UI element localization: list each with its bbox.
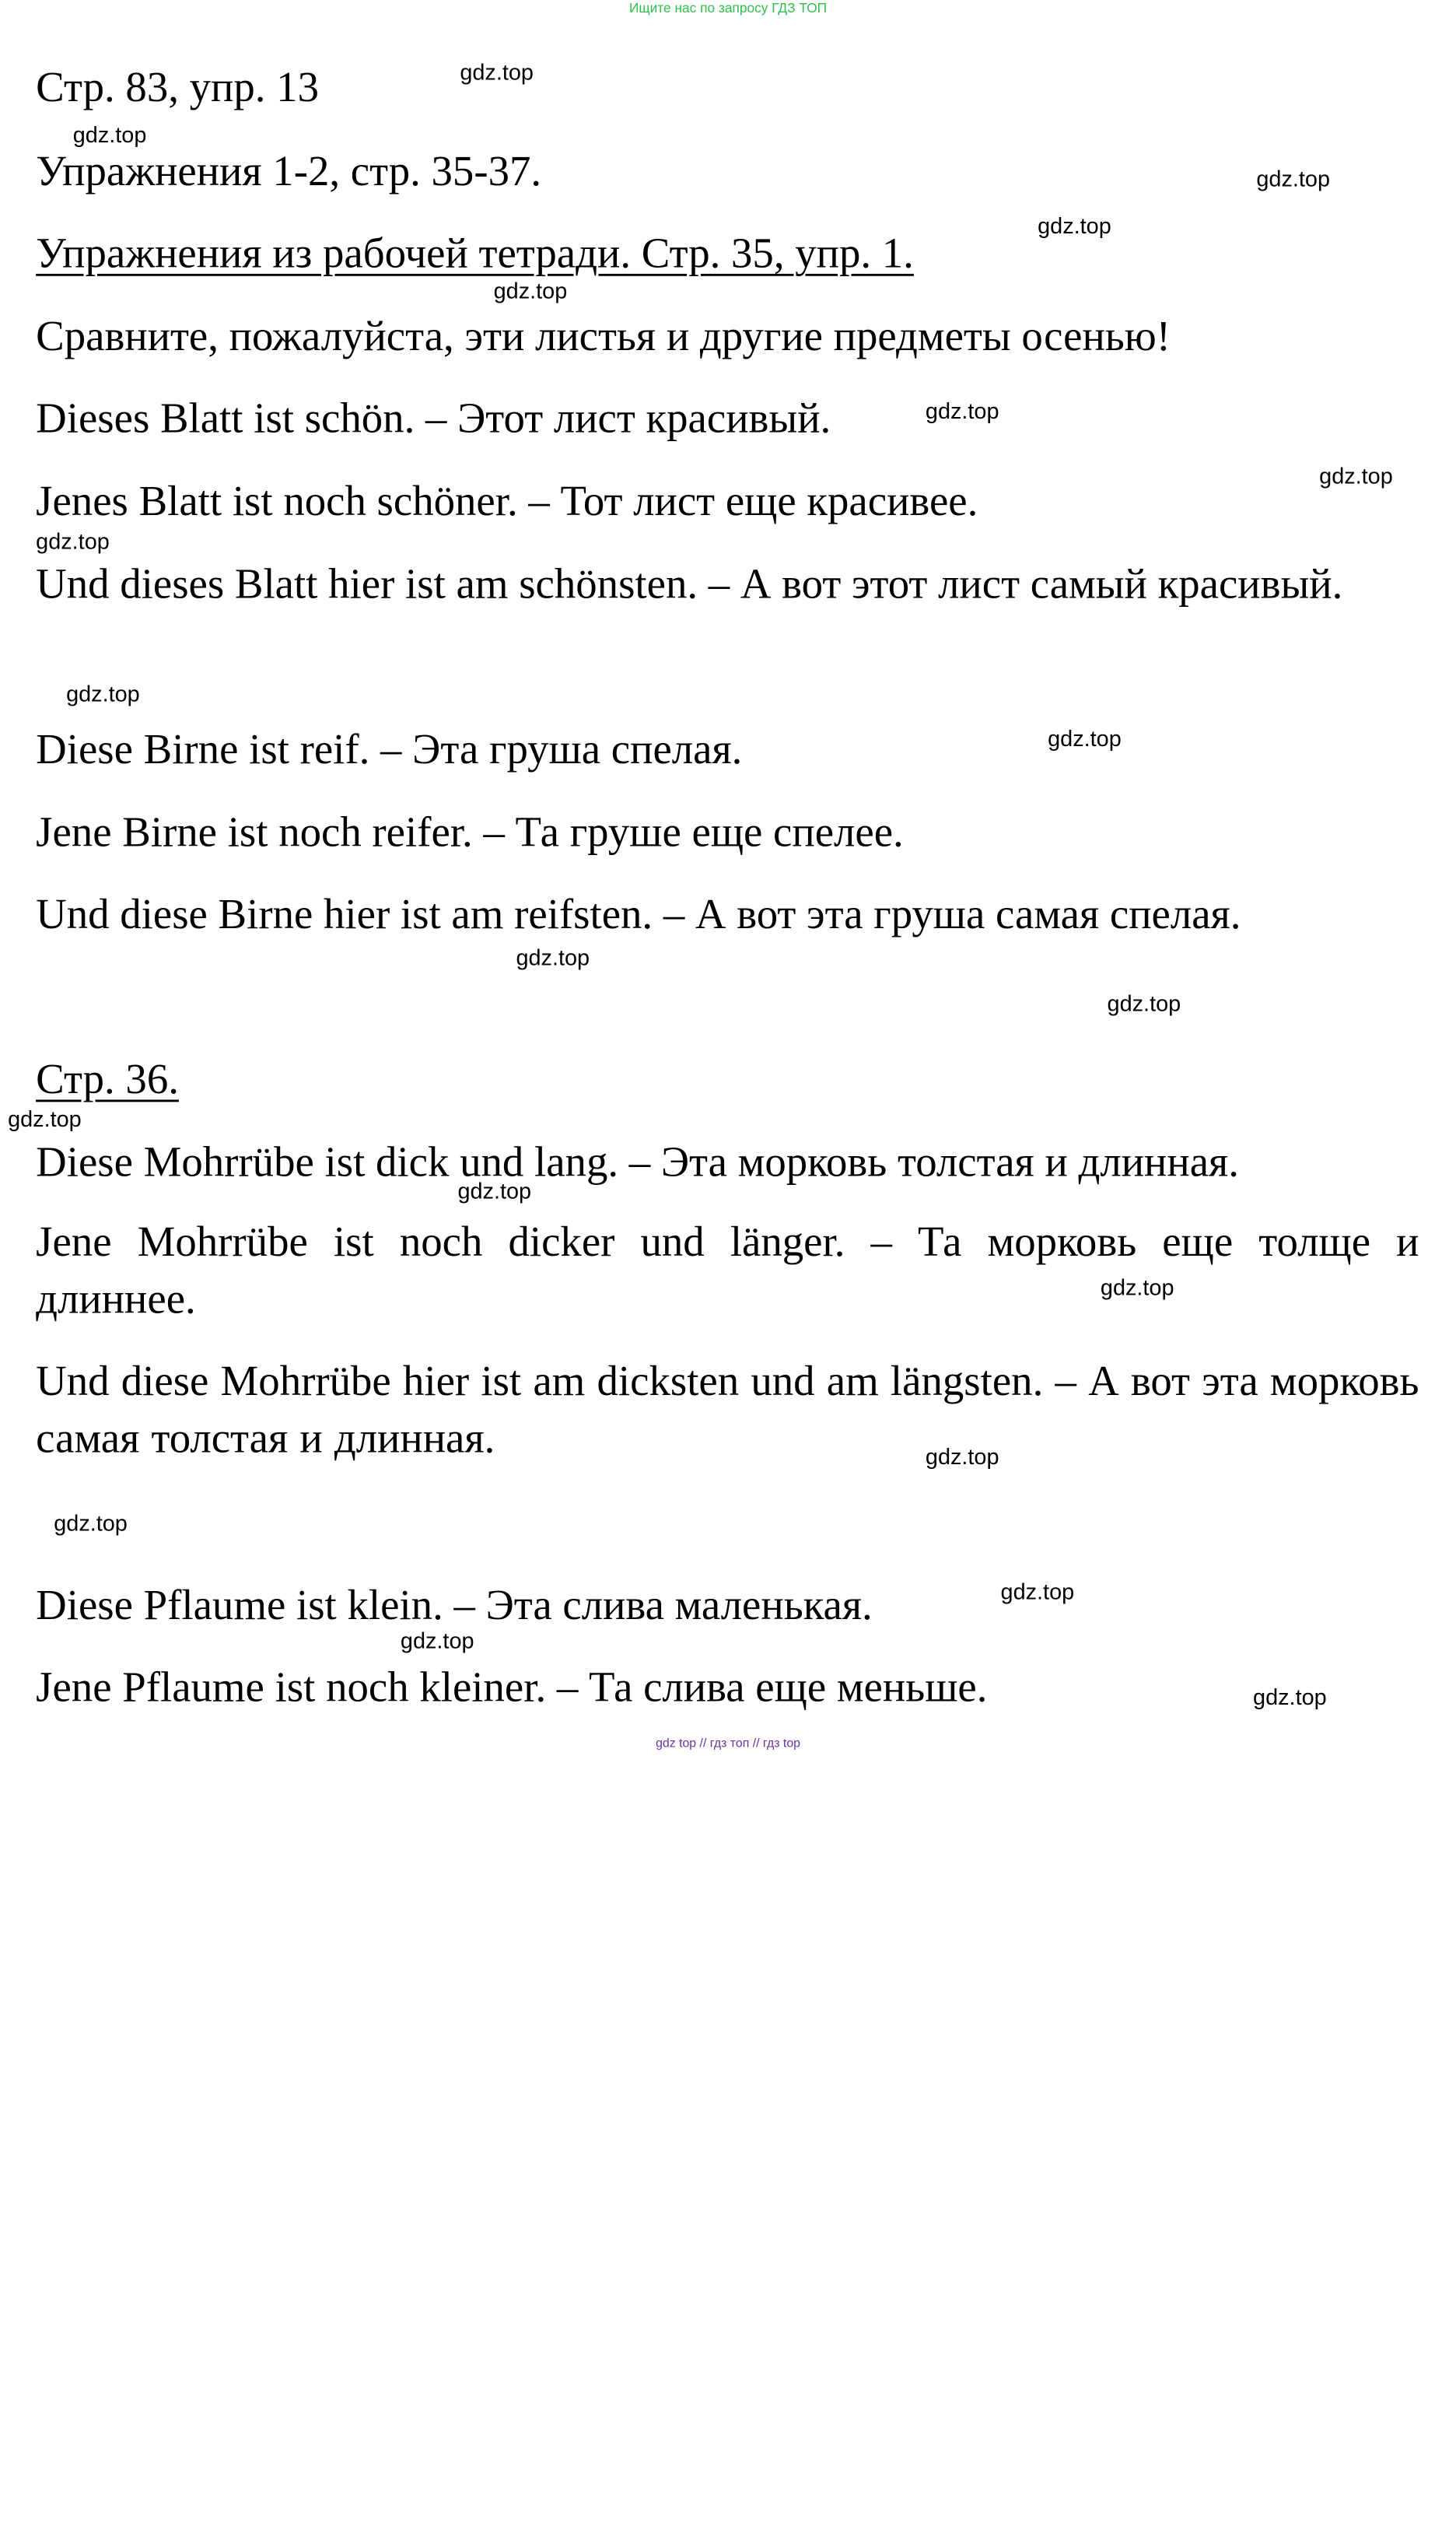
watermark: gdz.top — [925, 1445, 999, 1470]
watermark: gdz.top — [1253, 1685, 1327, 1711]
watermark: gdz.top — [1100, 1275, 1174, 1301]
sentence-pflaume-1: Diese Pflaume ist klein. – Эта слива маленькая. — [36, 1582, 873, 1630]
watermark: gdz.top — [1048, 727, 1122, 752]
sentence-blatt-2: Jenes Blatt ist noch schöner. – Тот лист еще красивее. — [36, 478, 978, 525]
watermark: gdz.top — [54, 1511, 128, 1537]
footer-links[interactable]: gdz top // гдз топ // гдз top — [656, 1737, 800, 1751]
heading-workbook: Упражнения из рабочей тетради. Стр. 35, упр. 1. — [36, 230, 914, 278]
instruction-line: Сравните, пожалуйста, эти листья и другие предметы осенью! — [36, 313, 1171, 360]
watermark: gdz.top — [1256, 166, 1331, 192]
watermark: gdz.top — [36, 529, 110, 555]
sentence-mohrruebe-2: Jene Mohrrübe ist noch dicker und länger. – Та морковь еще толще и длиннее. — [36, 1218, 1419, 1323]
watermark: gdz.top — [1107, 991, 1181, 1017]
watermark: gdz.top — [457, 1179, 532, 1204]
top-banner[interactable]: Ищите нас по запросу ГДЗ ТОП — [628, 0, 828, 16]
sentence-birne-1: Diese Birne ist reif. – Эта груша спелая. — [36, 726, 743, 773]
watermark: gdz.top — [8, 1107, 82, 1133]
watermark: gdz.top — [925, 399, 999, 425]
sentence-mohrruebe-1: Diese Mohrrübe ist dick und lang. – Эта морковь толстая и длинная. — [36, 1138, 1239, 1186]
watermark: gdz.top — [516, 945, 590, 971]
watermark: gdz.top — [460, 60, 534, 86]
watermark: gdz.top — [400, 1629, 474, 1654]
sentence-birne-2: Jene Birne ist noch reifer. – Та груше еще спелее. — [36, 808, 904, 857]
watermark: gdz.top — [1000, 1579, 1075, 1605]
heading-page-83: Стр. 83, упр. 13 — [36, 64, 319, 111]
heading-exercises: Упражнения 1-2, стр. 35-37. — [36, 148, 542, 195]
sentence-pflaume-2: Jene Pflaume ist noch kleiner. – Та слива еще меньше. — [36, 1663, 988, 1712]
sentence-blatt-1: Dieses Blatt ist schön. – Этот лист красивый. — [36, 394, 831, 443]
sentence-mohrruebe-3: Und diese Mohrrübe hier ist am dicksten und am längsten. – А вот эта морковь самая толстая и длинная. — [36, 1358, 1419, 1463]
watermark: gdz.top — [1319, 464, 1393, 489]
watermark: gdz.top — [72, 123, 147, 149]
watermark: gdz.top — [66, 682, 140, 707]
sentence-blatt-3: Und dieses Blatt hier ist am schönsten. – А вот этот лист самый красивый. — [36, 561, 1343, 608]
sentence-birne-3: Und diese Birne hier ist am reifsten. – А вот эта груша самая спелая. — [36, 891, 1241, 938]
watermark: gdz.top — [1038, 214, 1111, 240]
watermark: gdz.top — [493, 279, 568, 304]
heading-page-36: Стр. 36. — [36, 1056, 179, 1103]
